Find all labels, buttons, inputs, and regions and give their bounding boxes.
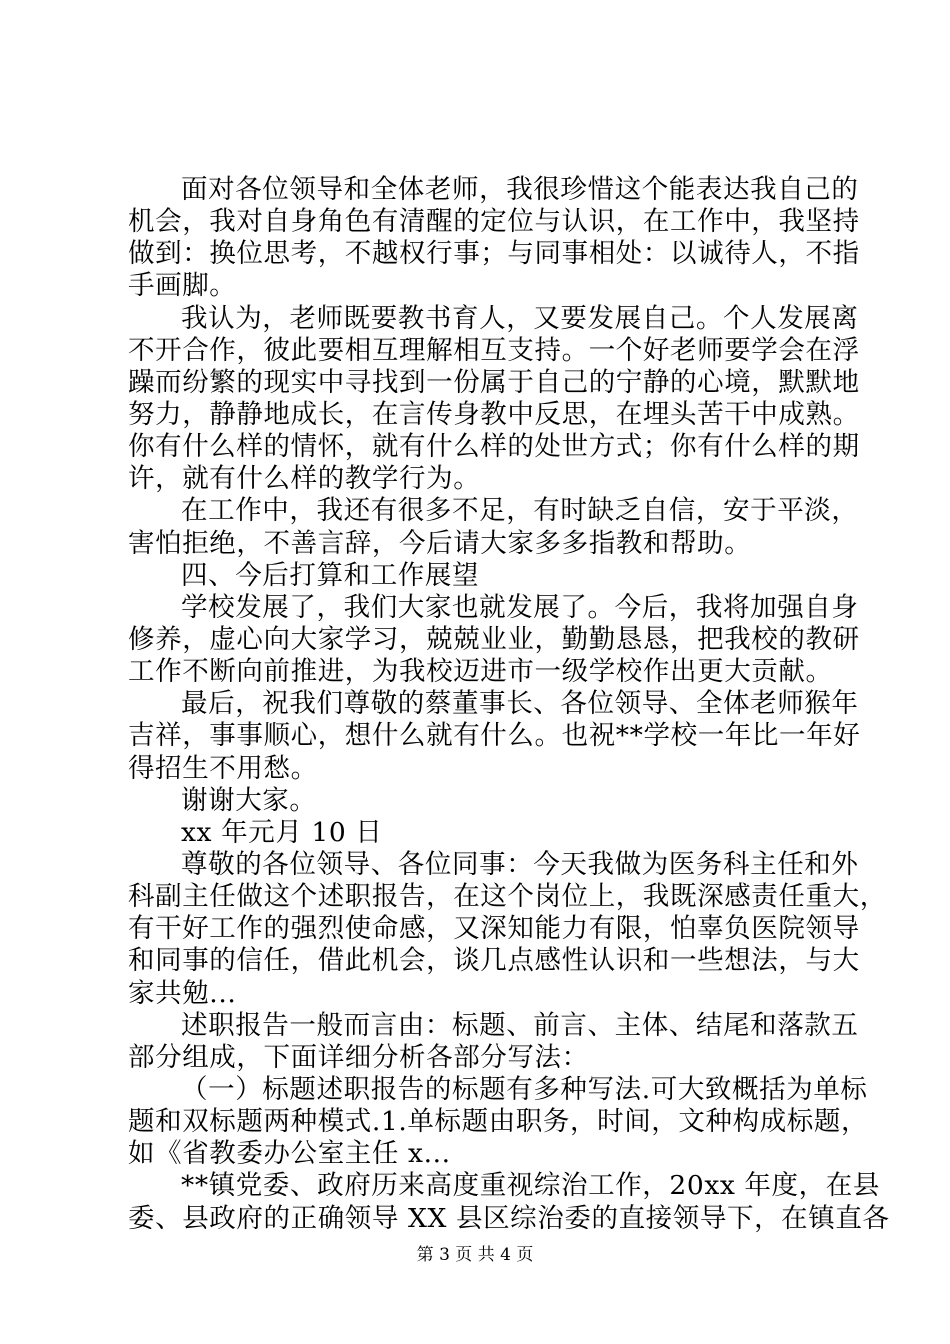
text-line: 修养，虚心向大家学习，兢兢业业，勤勤恳恳，把我校的教研 [128,623,860,655]
text-line: 面对各位领导和全体老师，我很珍惜这个能表达我自己的 [181,174,859,205]
text-line: 尊敬的各位领导、各位同事：今天我做为医务科主任和外 [181,848,859,880]
text-line: 如《省教委办公室主任 x... [128,1138,451,1170]
text-line: 得招生不用愁。 [128,752,318,784]
text-line: 有干好工作的强烈使命感，又深知能力有限，怕辜负医院领导 [128,913,860,945]
text-line: 述职报告一般而言由：标题、前言、主体、结尾和落款五 [181,1009,859,1041]
text-line: **镇党委、政府历来高度重视综治工作，20xx 年度，在县 [181,1170,880,1202]
text-line: 家共勉... [128,977,237,1009]
page-footer: 第 3 页 共 4 页 [416,1245,534,1265]
text-line: 许，就有什么样的教学行为。 [128,463,481,495]
text-line: 手画脚。 [128,270,237,302]
text-line: xx 年元月 10 日 [181,816,383,848]
text-line: 工作不断向前推进，为我校迈进市一级学校作出更大贡献。 [128,656,833,688]
text-line: 科副主任做这个述职报告，在这个岗位上，我既深感责任重大， [128,881,887,913]
text-line: 题和双标题两种模式.1.单标题由职务，时间，文种构成标题， [128,1106,869,1138]
text-line: 学校发展了，我们大家也就发展了。今后，我将加强自身 [181,591,859,623]
text-line: 你有什么样的情怀，就有什么样的处世方式；你有什么样的期 [128,431,860,463]
text-line: 吉祥，事事顺心，想什么就有什么。也祝**学校一年比一年好 [128,720,861,752]
text-line: 我认为，老师既要教书育人，又要发展自己。个人发展离 [181,302,859,334]
text-line: 努力，静静地成长，在言传身教中反思，在埋头苦干中成熟。 [128,398,860,430]
text-line: 委、县政府的正确领导 XX 县区综治委的直接领导下，在镇直各 [128,1202,890,1234]
text-line: 最后，祝我们尊敬的蔡董事长、各位领导、全体老师猴年 [181,688,859,720]
text-line: 害怕拒绝，不善言辞，今后请大家多多指教和帮助。 [128,527,752,559]
text-line: 和同事的信任，借此机会，谈几点感性认识和一些想法，与大 [128,945,860,977]
document-body [128,174,890,1235]
text-line: 不开合作，彼此要相互理解相互支持。一个好老师要学会在浮 [128,334,860,366]
text-line: 做到：换位思考，不越权行事；与同事相处：以诚待人，不指 [128,238,860,270]
text-line: 机会，我对自身角色有清醒的定位与认识，在工作中，我坚持 [128,206,860,238]
text-line: 四、今后打算和工作展望 [181,559,480,591]
text-line: 部分组成，下面详细分析各部分写法： [128,1041,589,1073]
text-line: 在工作中，我还有很多不足，有时缺乏自信，安于平淡， [181,495,859,527]
text-line: 谢谢大家。 [181,784,317,816]
text-line: （一）标题述职报告的标题有多种写法.可大致概括为单标 [181,1073,868,1105]
text-line: 躁而纷繁的现实中寻找到一份属于自己的宁静的心境，默默地 [128,366,860,398]
